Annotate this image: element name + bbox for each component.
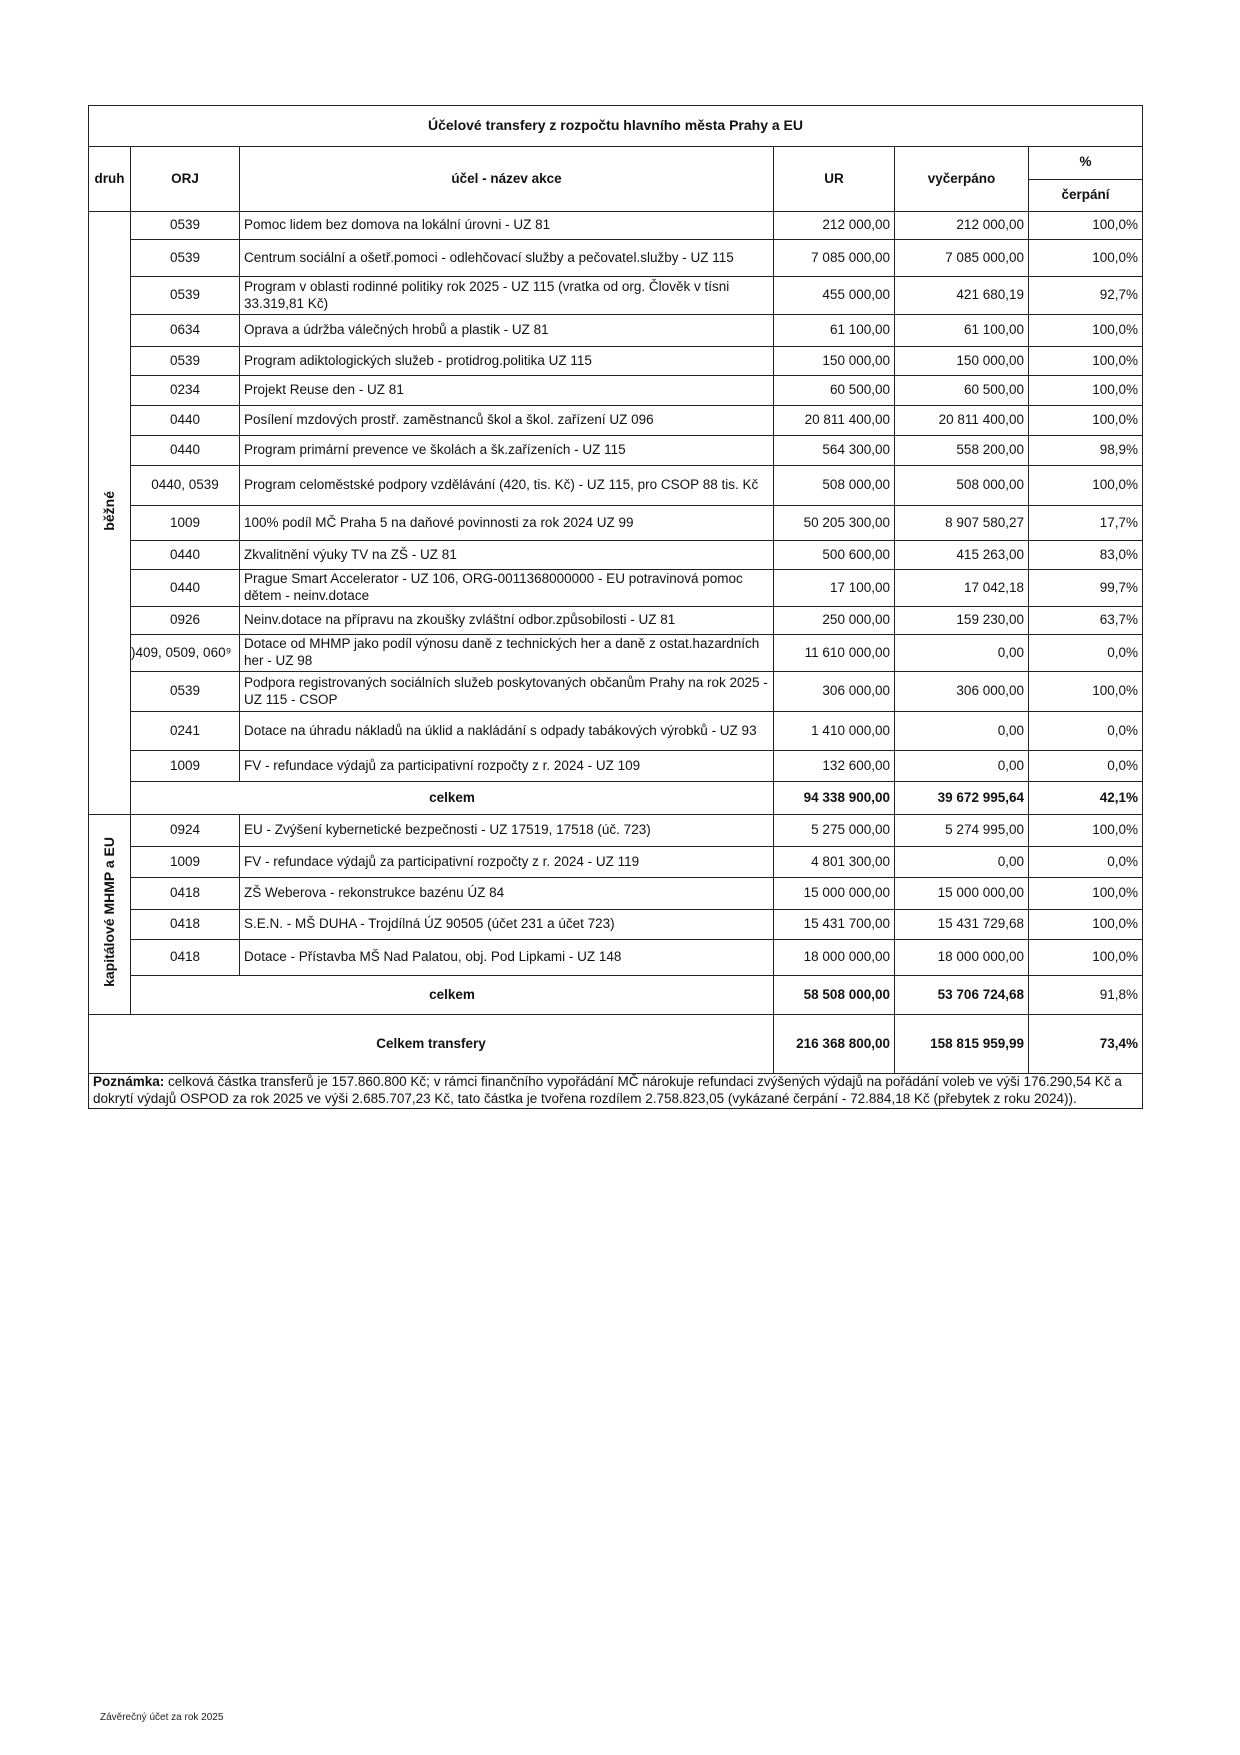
ucel-cell: FV - refundace výdajů za participativní rozpočty z r. 2024 - UZ 119	[240, 847, 774, 878]
ucel-cell: Podpora registrovaných sociálních služeb poskytovaných občanům Prahy na rok 2025 - UZ 115 - CSOP	[240, 672, 774, 712]
ucel-cell: Oprava a údržba válečných hrobů a plastik - UZ 81	[240, 315, 774, 347]
pct-cell: 0,0%	[1029, 635, 1143, 672]
table-row	[89, 277, 1143, 315]
ur-cell: 5 275 000,00	[774, 815, 895, 847]
orj-cell: 0539	[131, 240, 240, 277]
pct-cell: 100,0%	[1029, 878, 1143, 910]
vycerpano-cell: 150 000,00	[895, 347, 1029, 376]
ucel-cell: S.E.N. - MŠ DUHA - Trojdílná ÚZ 90505 (účet 231 a účet 723)	[240, 910, 774, 940]
pct-cell: 100,0%	[1029, 815, 1143, 847]
group-label-cell	[89, 815, 131, 1015]
ur-cell: 7 085 000,00	[774, 240, 895, 277]
table-row	[89, 376, 1143, 406]
ucel-cell: Zkvalitnění výuky TV na ZŠ - UZ 81	[240, 541, 774, 570]
ur-cell: 306 000,00	[774, 672, 895, 712]
header-vycerpano: vyčerpáno	[895, 147, 1029, 212]
pct-cell: 100,0%	[1029, 212, 1143, 240]
header-druh: druh	[89, 147, 131, 212]
pct-cell: 100,0%	[1029, 940, 1143, 976]
vycerpano-cell: 0,00	[895, 751, 1029, 782]
ur-cell: 132 600,00	[774, 751, 895, 782]
header-pct-label: čerpání	[1029, 179, 1143, 212]
group-total-ur: 58 508 000,00	[774, 976, 895, 1015]
pct-cell: 99,7%	[1029, 570, 1143, 607]
ur-cell: 17 100,00	[774, 570, 895, 607]
pct-cell: 100,0%	[1029, 466, 1143, 506]
ur-cell: 61 100,00	[774, 315, 895, 347]
group-total-vycerpano: 39 672 995,64	[895, 782, 1029, 815]
table-title: Účelové transfery z rozpočtu hlavního města Prahy a EU	[89, 106, 1143, 147]
header-ur: UR	[774, 147, 895, 212]
pct-cell: 98,9%	[1029, 436, 1143, 466]
page-footer: Závěrečný účet za rok 2025	[100, 1712, 224, 1723]
table-row	[89, 815, 1143, 847]
pct-cell: 0,0%	[1029, 712, 1143, 751]
header-orj: ORJ	[131, 147, 240, 212]
grand-total-pct: 73,4%	[1029, 1015, 1143, 1074]
orj-cell: 0440, 0539	[131, 466, 240, 506]
vycerpano-cell: 18 000 000,00	[895, 940, 1029, 976]
ucel-cell: Dotace od MHMP jako podíl výnosu daně z technických her a daně z ostat.hazardních her - UZ 98	[240, 635, 774, 672]
vycerpano-cell: 60 500,00	[895, 376, 1029, 406]
ucel-cell: 100% podíl MČ Praha 5 na daňové povinnosti za rok 2024 UZ 99	[240, 506, 774, 541]
group-total-row	[89, 782, 1143, 815]
table-row	[89, 506, 1143, 541]
ucel-cell: Prague Smart Accelerator - UZ 106, ORG-0011368000000 - EU potravinová pomoc dětem - neinv.dotace	[240, 570, 774, 607]
ucel-cell: Projekt Reuse den - UZ 81	[240, 376, 774, 406]
ur-cell: 11 610 000,00	[774, 635, 895, 672]
vycerpano-cell: 61 100,00	[895, 315, 1029, 347]
ur-cell: 60 500,00	[774, 376, 895, 406]
ur-cell: 50 205 300,00	[774, 506, 895, 541]
pct-cell: 63,7%	[1029, 607, 1143, 635]
orj-cell: 0924	[131, 815, 240, 847]
vycerpano-cell: 508 000,00	[895, 466, 1029, 506]
ur-cell: 4 801 300,00	[774, 847, 895, 878]
orj-cell: 0440	[131, 570, 240, 607]
vycerpano-cell: 15 431 729,68	[895, 910, 1029, 940]
orj-cell: 1009	[131, 751, 240, 782]
pct-cell: 100,0%	[1029, 315, 1143, 347]
group-total-label: celkem	[131, 782, 774, 815]
table-row	[89, 436, 1143, 466]
group-label: kapitálové MHMP a EU	[101, 837, 118, 988]
table-row	[89, 212, 1143, 240]
note-label: Poznámka:	[93, 1074, 165, 1089]
group-total-ur: 94 338 900,00	[774, 782, 895, 815]
ur-cell: 18 000 000,00	[774, 940, 895, 976]
pct-cell: 100,0%	[1029, 240, 1143, 277]
ur-cell: 1 410 000,00	[774, 712, 895, 751]
table-row	[89, 672, 1143, 712]
vycerpano-cell: 558 200,00	[895, 436, 1029, 466]
ur-cell: 508 000,00	[774, 466, 895, 506]
ucel-cell: Dotace - Přístavba MŠ Nad Palatou, obj. Pod Lipkami - UZ 148	[240, 940, 774, 976]
orj-cell: 0241	[131, 712, 240, 751]
table-row	[89, 712, 1143, 751]
grand-total-vycerpano: 158 815 959,99	[895, 1015, 1029, 1074]
ucel-cell: ZŠ Weberova - rekonstrukce bazénu ÚZ 84	[240, 878, 774, 910]
table-row	[89, 541, 1143, 570]
ur-cell: 15 000 000,00	[774, 878, 895, 910]
ur-cell: 20 811 400,00	[774, 406, 895, 436]
ucel-cell: Pomoc lidem bez domova na lokální úrovni - UZ 81	[240, 212, 774, 240]
orj-cell: 0539	[131, 347, 240, 376]
ur-cell: 250 000,00	[774, 607, 895, 635]
ucel-cell: Posílení mzdových prostř. zaměstnanců škol a škol. zařízení UZ 096	[240, 406, 774, 436]
vycerpano-cell: 20 811 400,00	[895, 406, 1029, 436]
orj-cell: 0418	[131, 878, 240, 910]
orj-cell: )409, 0509, 060⁹	[131, 635, 240, 672]
table-row	[89, 635, 1143, 672]
pct-cell: 0,0%	[1029, 847, 1143, 878]
orj-cell: 1009	[131, 506, 240, 541]
orj-cell: 0440	[131, 406, 240, 436]
orj-cell: 0440	[131, 436, 240, 466]
table-row	[89, 607, 1143, 635]
vycerpano-cell: 159 230,00	[895, 607, 1029, 635]
orj-cell: 0634	[131, 315, 240, 347]
ucel-cell: Program adiktologických služeb - protidrog.politika UZ 115	[240, 347, 774, 376]
note-row	[89, 1074, 1143, 1109]
vycerpano-cell: 8 907 580,27	[895, 506, 1029, 541]
table-row	[89, 240, 1143, 277]
transfers-table	[88, 105, 1143, 1109]
table-row	[89, 878, 1143, 910]
pct-cell: 83,0%	[1029, 541, 1143, 570]
vycerpano-cell: 15 000 000,00	[895, 878, 1029, 910]
pct-cell: 100,0%	[1029, 347, 1143, 376]
grand-total-row	[89, 1015, 1143, 1074]
header-ucel: účel - název akce	[240, 147, 774, 212]
table-row	[89, 847, 1143, 878]
orj-cell: 0234	[131, 376, 240, 406]
ur-cell: 15 431 700,00	[774, 910, 895, 940]
vycerpano-cell: 0,00	[895, 847, 1029, 878]
orj-cell: 0539	[131, 277, 240, 315]
orj-cell: 0440	[131, 541, 240, 570]
group-total-pct: 42,1%	[1029, 782, 1143, 815]
ur-cell: 500 600,00	[774, 541, 895, 570]
group-total-pct: 91,8%	[1029, 976, 1143, 1015]
pct-cell: 100,0%	[1029, 910, 1143, 940]
group-total-vycerpano: 53 706 724,68	[895, 976, 1029, 1015]
table-row	[89, 910, 1143, 940]
ucel-cell: EU - Zvýšení kybernetické bezpečnosti - UZ 17519, 17518 (úč. 723)	[240, 815, 774, 847]
group-total-row	[89, 976, 1143, 1015]
note-cell	[89, 1074, 1143, 1109]
table-row	[89, 406, 1143, 436]
vycerpano-cell: 421 680,19	[895, 277, 1029, 315]
group-label-cell	[89, 212, 131, 815]
vycerpano-cell: 212 000,00	[895, 212, 1029, 240]
orj-cell: 0926	[131, 607, 240, 635]
orj-cell: 0539	[131, 212, 240, 240]
pct-cell: 100,0%	[1029, 672, 1143, 712]
orj-cell: 0418	[131, 910, 240, 940]
table-row	[89, 466, 1143, 506]
vycerpano-cell: 0,00	[895, 635, 1029, 672]
pct-cell: 100,0%	[1029, 376, 1143, 406]
note-text: celková částka transferů je 157.860.800 Kč; v rámci finančního vypořádání MČ nárokuje refundaci zvýšených výdajů na pořádání voleb ve výši 176.290,54 Kč a dokrytí výdajů OSPOD za rok 2025 ve výši 2.685.707,23 Kč, tato částka je tvořena rozdílem 2.758.823,05 (vykázané čerpání - 72.884,18 Kč (přebytek z roku 2024)).	[93, 1074, 1122, 1106]
vycerpano-cell: 5 274 995,00	[895, 815, 1029, 847]
group-total-label: celkem	[131, 976, 774, 1015]
vycerpano-cell: 0,00	[895, 712, 1029, 751]
table-row	[89, 347, 1143, 376]
table-row	[89, 315, 1143, 347]
table-row	[89, 751, 1143, 782]
pct-cell: 92,7%	[1029, 277, 1143, 315]
grand-total-ur: 216 368 800,00	[774, 1015, 895, 1074]
transfer-document	[88, 105, 1142, 1109]
ur-cell: 150 000,00	[774, 347, 895, 376]
vycerpano-cell: 7 085 000,00	[895, 240, 1029, 277]
ucel-cell: Neinv.dotace na přípravu na zkoušky zvláštní odbor.způsobilosti - UZ 81	[240, 607, 774, 635]
orj-cell: 0539	[131, 672, 240, 712]
ucel-cell: FV - refundace výdajů za participativní rozpočty z r. 2024 - UZ 109	[240, 751, 774, 782]
orj-cell: 1009	[131, 847, 240, 878]
ur-cell: 455 000,00	[774, 277, 895, 315]
ur-cell: 564 300,00	[774, 436, 895, 466]
grand-total-label: Celkem transfery	[89, 1015, 774, 1074]
group-label: běžné	[101, 490, 118, 531]
orj-cell: 0418	[131, 940, 240, 976]
ucel-cell: Program celoměstské podpory vzdělávání (420, tis. Kč) - UZ 115, pro CSOP 88 tis. Kč	[240, 466, 774, 506]
vycerpano-cell: 306 000,00	[895, 672, 1029, 712]
pct-cell: 17,7%	[1029, 506, 1143, 541]
vycerpano-cell: 17 042,18	[895, 570, 1029, 607]
pct-cell: 100,0%	[1029, 406, 1143, 436]
vycerpano-cell: 415 263,00	[895, 541, 1029, 570]
ucel-cell: Dotace na úhradu nákladů na úklid a nakládání s odpady tabákových výrobků - UZ 93	[240, 712, 774, 751]
ucel-cell: Program v oblasti rodinné politiky rok 2025 - UZ 115 (vratka od org. Člověk v tísni 33.319,81 Kč)	[240, 277, 774, 315]
pct-cell: 0,0%	[1029, 751, 1143, 782]
ucel-cell: Program primární prevence ve školách a šk.zařízeních - UZ 115	[240, 436, 774, 466]
table-row	[89, 570, 1143, 607]
ur-cell: 212 000,00	[774, 212, 895, 240]
table-row	[89, 940, 1143, 976]
header-pct-symbol: %	[1029, 147, 1143, 180]
ucel-cell: Centrum sociální a ošetř.pomoci - odlehčovací služby a pečovatel.služby - UZ 115	[240, 240, 774, 277]
